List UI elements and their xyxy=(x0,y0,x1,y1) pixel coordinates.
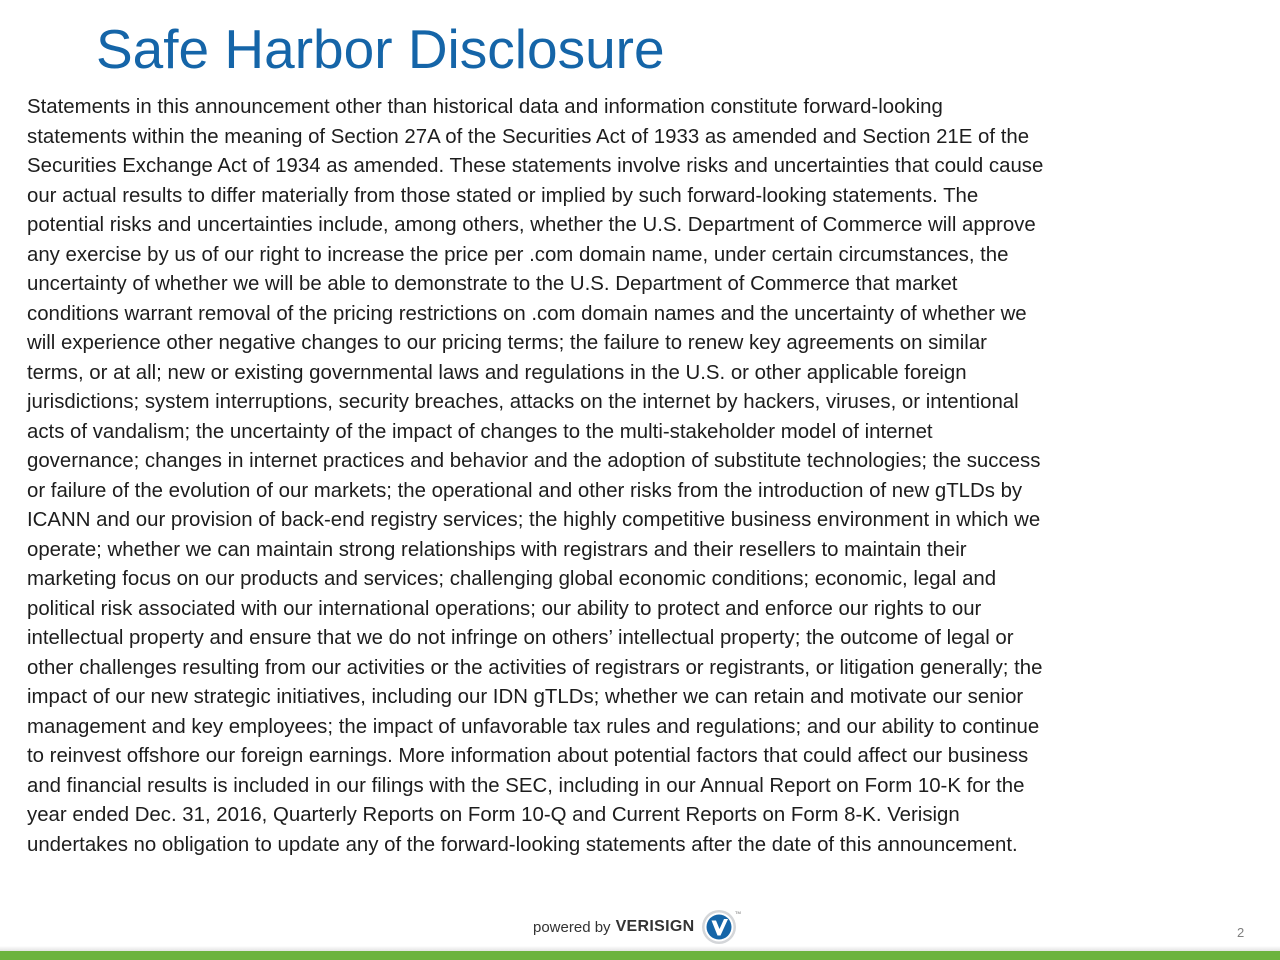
body-line: political risk associated with our international operations; our ability to protect and enforce our rights to our xyxy=(27,597,982,620)
slide-title: Safe Harbor Disclosure xyxy=(96,18,665,80)
body-line: management and key employees; the impact of unfavorable tax rules and regulations; and our ability to continue xyxy=(27,715,1040,738)
body-line: acts of vandalism; the uncertainty of the impact of changes to the multi-stakeholder model of internet xyxy=(27,420,933,443)
body-line: terms, or at all; new or existing governmental laws and regulations in the U.S. or other applicable foreign xyxy=(27,361,967,384)
body-line: marketing focus on our products and services; challenging global economic conditions; economic, legal and xyxy=(27,568,997,590)
powered-by-verisign xyxy=(533,908,740,946)
body-line: Securities Exchange Act of 1934 as amended. These statements involve risks and uncertainties that could cause xyxy=(27,155,1044,177)
powered-by-label: powered by xyxy=(533,918,611,936)
body-line: or failure of the evolution of our markets; the operational and other risks from the introduction of new gTLDs by xyxy=(27,479,1023,502)
page-number: 2 xyxy=(1237,925,1245,940)
svg-text:TM: TM xyxy=(735,910,742,915)
body-line: jurisdictions; system interruptions, security breaches, attacks on the internet by hackers, viruses, or intentional xyxy=(27,391,1019,413)
body-line: undertakes no obligation to update any of the forward-looking statements after the date of this announcement. xyxy=(27,833,1018,856)
body-line: impact of our new strategic initiatives, including our IDN gTLDs; whether we can retain and motivate our senior xyxy=(27,686,1024,708)
body-line: year ended Dec. 31, 2016, Quarterly Reports on Form 10-Q and Current Reports on Form 8-K. Verisign xyxy=(27,804,960,826)
body-line: intellectual property and ensure that we do not infringe on others’ intellectual property; the outcome of legal or xyxy=(27,627,1014,649)
verisign-check-logo-icon xyxy=(700,908,740,946)
body-line: operate; whether we can maintain strong relationships with registrars and their resellers to maintain their xyxy=(27,538,967,561)
body-line: to reinvest offshore our foreign earnings. More information about potential factors that could affect our business xyxy=(27,745,1029,767)
body-line: and financial results is included in our filings with the SEC, including in our Annual Report on Form 10-K for the xyxy=(27,774,1025,797)
body-line: statements within the meaning of Section 27A of the Securities Act of 1933 as amended and Section 21E of the xyxy=(27,125,1030,148)
body-line: any exercise by us of our right to increase the price per .com domain name, under certain circumstances, the xyxy=(27,243,1009,266)
brand-name: VERISIGN xyxy=(615,918,695,935)
body-line: conditions warrant removal of the pricing restrictions on .com domain names and the uncertainty of whether we xyxy=(27,302,1027,325)
body-line: potential risks and uncertainties include, among others, whether the U.S. Department of Commerce will approve xyxy=(27,214,1036,236)
body-line: uncertainty of whether we will be able to demonstrate to the U.S. Department of Commerce that market xyxy=(27,273,958,295)
body-line: governance; changes in internet practices and behavior and the adoption of substitute technologies; the success xyxy=(27,450,1041,472)
body-line: will experience other negative changes to our pricing terms; the failure to renew key agreements on similar xyxy=(27,332,987,354)
body-line: other challenges resulting from our activities or the activities of registrars or registrants, or litigation generally; the xyxy=(27,656,1043,679)
body-line: ICANN and our provision of back-end registry services; the highly competitive business environment in which we xyxy=(27,509,1041,531)
body-line: our actual results to differ materially from those stated or implied by such forward-looking statements. The xyxy=(27,184,979,207)
body-line: Statements in this announcement other than historical data and information constitute forward-looking xyxy=(27,96,943,118)
bottom-accent-bar xyxy=(0,951,1280,960)
safe-harbor-body xyxy=(27,93,1277,860)
